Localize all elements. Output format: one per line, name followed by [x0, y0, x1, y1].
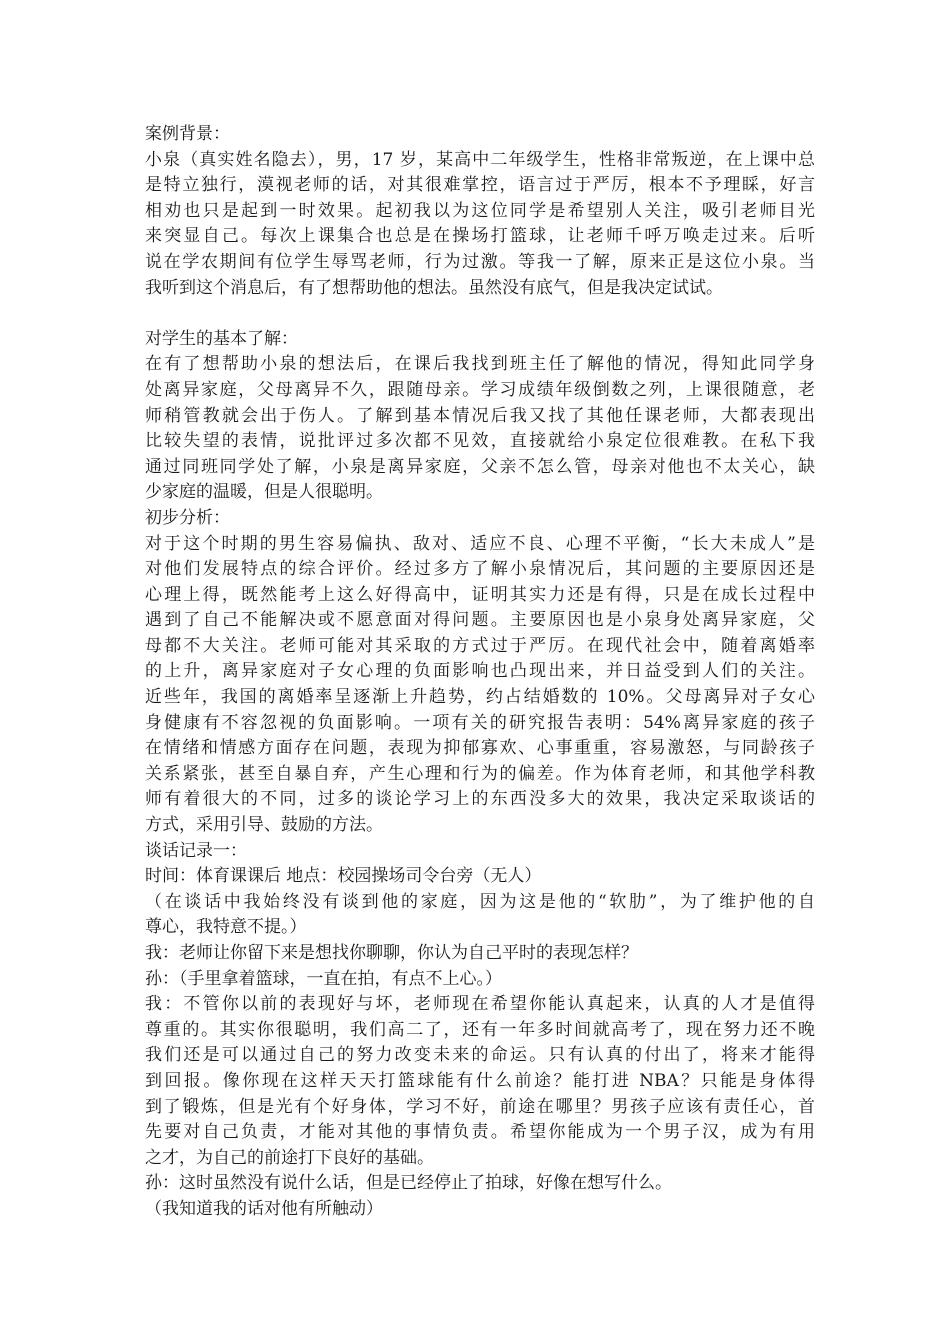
text-line: 到了锻炼，但是光有个好身体，学习不好，前途在哪里？男孩子应该有责任心，首 — [145, 1096, 815, 1117]
text-line: 谈话记录一： — [145, 840, 247, 861]
text-line: 我：老师让你留下来是想找你聊聊，你认为自己平时的表现怎样？ — [145, 943, 638, 963]
text-line: 对于这个时期的男生容易偏执、敌对、适应不良、心理不平衡，“长大未成人”是 — [145, 533, 815, 554]
text-line: （在谈话中我始终没有谈到他的家庭，因为这是他的“软肋”，为了维护他的自 — [145, 891, 815, 912]
text-line: 近些年，我国的离婚率呈逐渐上升趋势，约占结婚数的 10%。父母离异对子女心 — [145, 687, 815, 708]
text-line: 时间：体育课课后 地点：校园操场司令台旁（无人） — [145, 866, 542, 887]
text-line: 孙：这时虽然没有说什么话，但是已经停止了拍球，好像在想写什么。 — [145, 1173, 672, 1194]
text-line: 处离异家庭，父母离异不久，跟随母亲。学习成绩年级倒数之列，上课很随意，老 — [145, 379, 815, 400]
text-line: 遇到了自己不能解决或不愿意面对得问题。主要原因也是小泉身处离异家庭，父 — [145, 610, 815, 631]
text-line: 身健康有不容忽视的负面影响。一项有关的研究报告表明：54%离异家庭的孩子 — [145, 712, 815, 733]
text-line: （我知道我的话对他有所触动） — [145, 1198, 383, 1219]
student-understanding-section — [145, 327, 815, 1223]
text-line: 我听到这个消息后，有了想帮助他的想法。虽然没有底气，但是我决定试试。 — [145, 277, 723, 298]
text-line: 初步分析： — [145, 507, 230, 528]
text-line: 尊重的。其实你很聪明，我们高二了，还有一年多时间就高考了，现在努力还不晚 — [145, 1019, 815, 1040]
text-line: 的上升，离异家庭对子女心理的负面影响也凸现出来，并日益受到人们的关注。 — [145, 661, 815, 682]
text-line: 先要对自己负责，才能对其他的事情负责。希望你能成为一个男子汉，成为有用 — [145, 1122, 815, 1143]
text-line: 师稍管教就会出于伤人。了解到基本情况后我又找了其他任课老师，大都表现出 — [145, 405, 815, 426]
text-line: 之才，为自己的前途打下良好的基础。 — [145, 1147, 434, 1168]
text-line: 说在学农期间有位学生辱骂老师，行为过激。等我一了解，原来正是这位小泉。当 — [145, 251, 815, 272]
text-line: 在有了想帮助小泉的想法后，在课后我找到班主任了解他的情况，得知此同学身 — [145, 354, 815, 375]
text-line: 是特立独行，漠视老师的话，对其很难掌控，语言过于严厉，根本不予理睬，好言 — [145, 175, 815, 196]
text-line: 对他们发展特点的综合评价。经过多方了解小泉情况后，其问题的主要原因还是 — [145, 559, 815, 580]
text-line: 小泉（真实姓名隐去），男，17 岁，某高中二年级学生，性格非常叛逆，在上课中总 — [145, 149, 815, 170]
text-line: 比较失望的表情，说批评过多次都不见效，直接就给小泉定位很难教。在私下我 — [145, 431, 815, 452]
text-line: 孙：（手里拿着篮球，一直在拍，有点不上心。） — [145, 968, 502, 989]
text-line: 到回报。像你现在这样天天打篮球能有什么前途？能打进 NBA？只能是身体得 — [145, 1070, 815, 1091]
text-line: 对学生的基本了解： — [145, 328, 298, 349]
text-line: 案例背景： — [145, 124, 230, 144]
text-line: 少家庭的温暖，但是人很聪明。 — [145, 482, 383, 503]
text-line: 母都不大关注。老师可能对其采取的方式过于严厉。在现代社会中，随着离婚率 — [145, 635, 815, 656]
text-line: 方式，采用引导、鼓励的方法。 — [145, 815, 383, 836]
paragraph-spacer — [145, 301, 815, 327]
text-line: 尊心，我特意不提。） — [145, 917, 307, 938]
text-line: 相劝也只是起到一时效果。起初我以为这位同学是希望别人关注，吸引老师目光 — [145, 200, 815, 221]
text-line: 在情绪和情感方面存在问题，表现为抑郁寡欢、心事重重，容易激怒，与同龄孩子 — [145, 738, 815, 759]
case-background-section — [145, 122, 815, 301]
text-line: 通过同班同学处了解，小泉是离异家庭，父亲不怎么管，母亲对他也不太关心，缺 — [145, 456, 815, 477]
text-line: 师有着很大的不同，过多的谈论学习上的东西没多大的效果，我决定采取谈话的 — [145, 789, 815, 810]
text-line: 我们还是可以通过自己的努力改变未来的命运。只有认真的付出了，将来才能得 — [145, 1045, 815, 1066]
text-line: 心理上得，既然能考上这么好得高中，证明其实力还是有得，只是在成长过程中 — [145, 584, 815, 605]
document-page — [145, 122, 815, 1223]
text-line: 关系紧张，甚至自暴自弃，产生心理和行为的偏差。作为体育老师，和其他学科教 — [145, 763, 815, 784]
text-line: 我：不管你以前的表现好与坏，老师现在希望你能认真起来，认真的人才是值得 — [145, 994, 815, 1015]
text-line: 来突显自己。每次上课集合也总是在操场打篮球，让老师千呼万唤走过来。后听 — [145, 226, 815, 247]
